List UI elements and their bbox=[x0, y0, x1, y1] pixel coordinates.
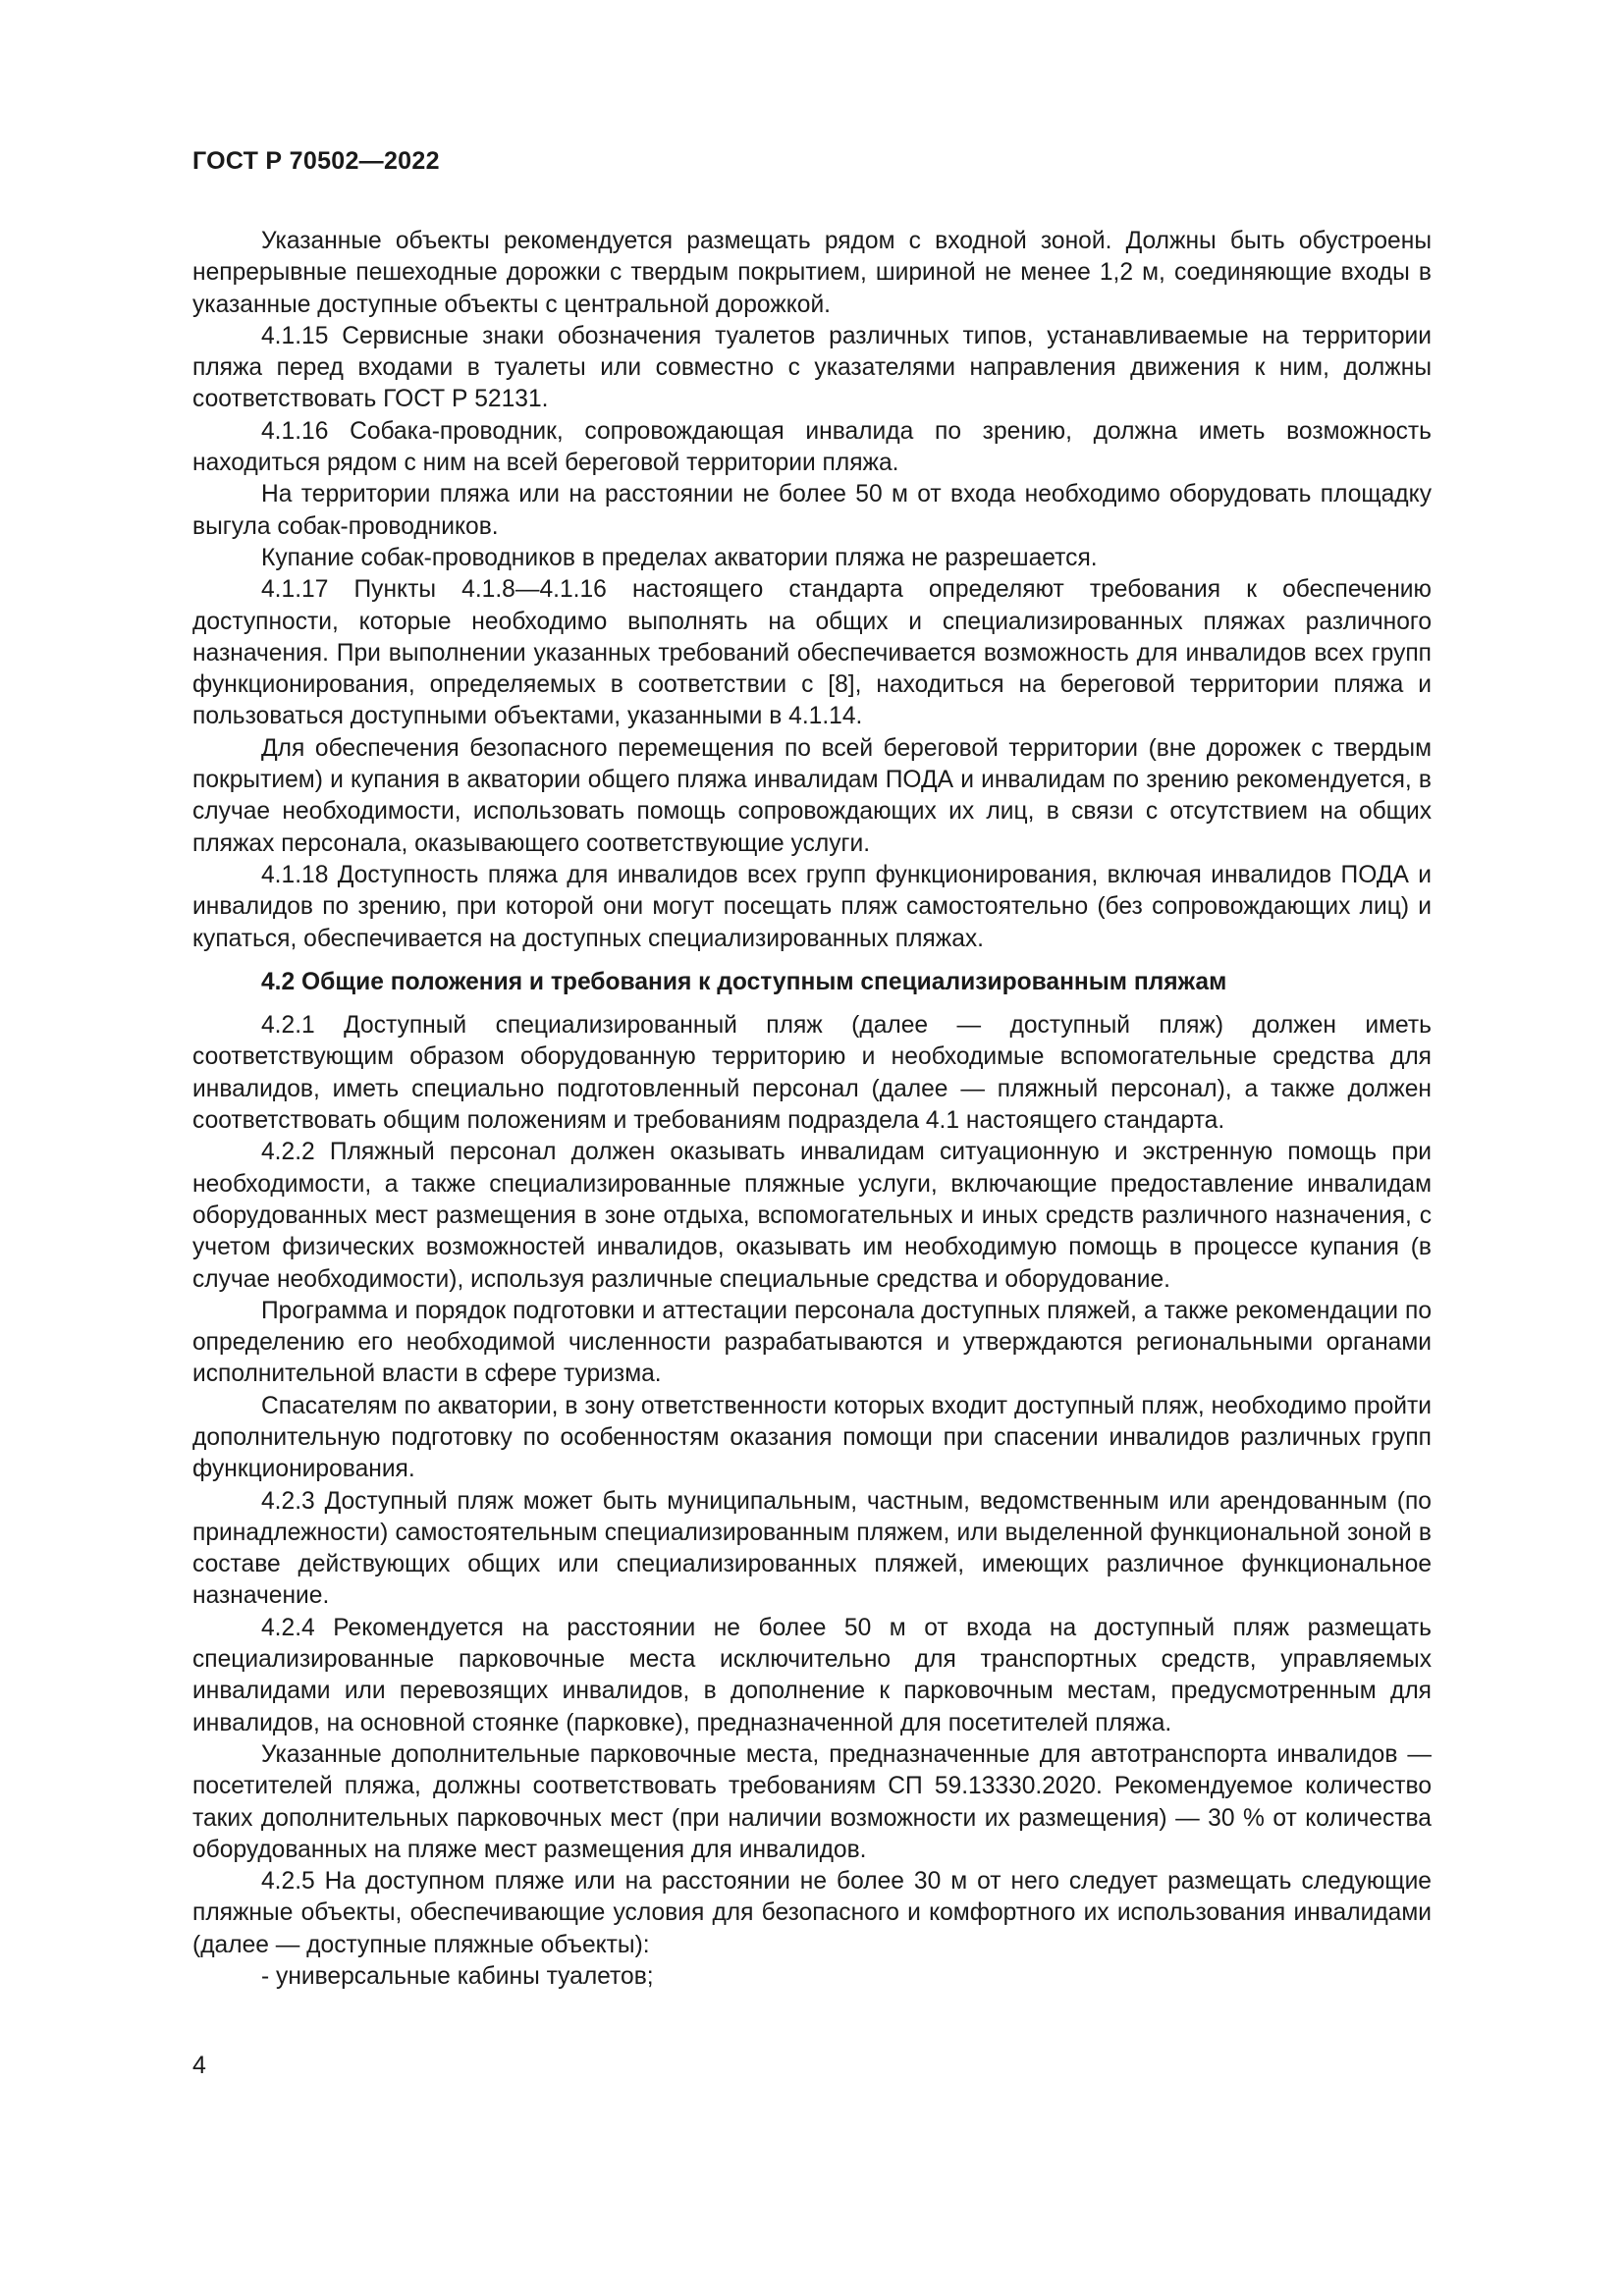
list-item: - универсальные кабины туалетов; bbox=[261, 1963, 654, 1991]
paragraph: 4.2.4 Рекомендуется на расстоянии не более 50 м от входа на доступный пляж размещать специализированные парковочные места исключительно для транспортных средств, управляемых инвалидами или перевозящих инвалидов, в дополнение к парковочным местам, предусмотренным для инвалидов, на основной стоянке (парковке), предназначенной для посетителей пляжа. bbox=[192, 1614, 1432, 1736]
section-heading: 4.2 Общие положения и требования к доступным специализированным пляжам bbox=[261, 968, 1227, 995]
paragraph: 4.2.2 Пляжный персонал должен оказывать инвалидам ситуационную и экстренную помощь при необходимости, а также специализированные пляжные услуги, включающие предоставление инвалидам оборудованных мест размещения в зоне отдыха, вспомогательных и иных средств различного назначения, с учетом физических возможностей инвалидов, оказывать им необходимую помощь в процессе купания (в случае необходимости), используя различные специальные средства и оборудование. bbox=[192, 1139, 1432, 1293]
paragraph: 4.2.5 На доступном пляже или на расстоянии не более 30 м от него следует размещать следующие пляжные объекты, обеспечивающие условия для безопасного и комфортного их использования инвалидами (далее — доступные пляжные объекты): bbox=[192, 1868, 1432, 1958]
paragraph: На территории пляжа или на расстоянии не более 50 м от входа необходимо оборудовать площадку выгула собак-проводников. bbox=[192, 481, 1432, 540]
paragraph: 4.1.18 Доступность пляжа для инвалидов всех групп функционирования, включая инвалидов ПОДА и инвалидов по зрению, при которой они могут посещать пляж самостоятельно (без сопровождающих лиц) и купаться, обеспечивается на доступных специализированных пляжах. bbox=[192, 861, 1432, 952]
page-number: 4 bbox=[192, 2052, 206, 2079]
paragraph: 4.2.1 Доступный специализированный пляж (далее — доступный пляж) должен иметь соответствующим образом оборудованную территорию и необходимые вспомогательные средства для инвалидов, иметь специально подготовленный персонал (далее — пляжный персонал), а также должен соответствовать общим положениям и требованиям подраздела 4.1 настоящего стандарта. bbox=[192, 1012, 1432, 1135]
paragraph: Спасателям по акватории, в зону ответственности которых входит доступный пляж, необходимо пройти дополнительную подготовку по особенностям оказания помощи при спасении инвалидов различных групп функционирования. bbox=[192, 1392, 1432, 1483]
paragraph: Программа и порядок подготовки и аттестации персонала доступных пляжей, а также рекомендации по определению его необходимой численности разрабатываются и утверждаются региональными органами исполнительной власти в сфере туризма. bbox=[192, 1297, 1432, 1388]
paragraph: 4.1.17 Пункты 4.1.8—4.1.16 настоящего стандарта определяют требования к обеспечению доступности, которые необходимо выполнять на общих и специализированных пляжах различного назначения. При выполнении указанных требований обеспечивается возможность для инвалидов всех групп функционирования, определяемых в соответствии с [8], находиться на береговой территории пляжа и пользоваться доступными объектами, указанными в 4.1.14. bbox=[192, 576, 1432, 730]
paragraph: 4.1.15 Сервисные знаки обозначения туалетов различных типов, устанавливаемые на территории пляжа перед входами в туалеты или совместно с указателями направления движения к ним, должны соответствовать ГОСТ Р 52131. bbox=[192, 322, 1432, 413]
paragraph: Для обеспечения безопасного перемещения по всей береговой территории (вне дорожек с твердым покрытием) и купания в акватории общего пляжа инвалидам ПОДА и инвалидам по зрению рекомендуется, в случае необходимости, использовать помощь сопровождающих их лиц, в связи с отсутствием на общих пляжах персонала, оказывающего соответствующие услуги. bbox=[192, 734, 1432, 857]
paragraph: 4.2.3 Доступный пляж может быть муниципальным, частным, ведомственным или арендованным (по принадлежности) самостоятельным специализированным пляжем, или выделенной функциональной зоной в составе действующих общих или специализированных пляжей, имеющих различное функциональное назначение. bbox=[192, 1487, 1432, 1610]
paragraph: Купание собак-проводников в пределах акватории пляжа не разрешается. bbox=[261, 544, 1098, 571]
paragraph: Указанные дополнительные парковочные места, предназначенные для автотранспорта инвалидов — посетителей пляжа, должны соответствовать требованиям СП 59.13330.2020. Рекомендуемое количество таких дополнительных парковочных мест (при наличии возможности их размещения) — 30 % от количества оборудованных на пляже мест размещения для инвалидов. bbox=[192, 1740, 1432, 1863]
paragraph: 4.1.16 Собака-проводник, сопровождающая инвалида по зрению, должна иметь возможность находиться рядом с ним на всей береговой территории пляжа. bbox=[192, 417, 1432, 477]
paragraph: Указанные объекты рекомендуется размещать рядом с входной зоной. Должны быть обустроены непрерывные пешеходные дорожки с твердым покрытием, шириной не менее 1,2 м, соединяющие входы в указанные доступные объекты с центральной дорожкой. bbox=[192, 228, 1432, 318]
document-header: ГОСТ Р 70502—2022 bbox=[192, 147, 440, 175]
document-body bbox=[192, 226, 1432, 1993]
